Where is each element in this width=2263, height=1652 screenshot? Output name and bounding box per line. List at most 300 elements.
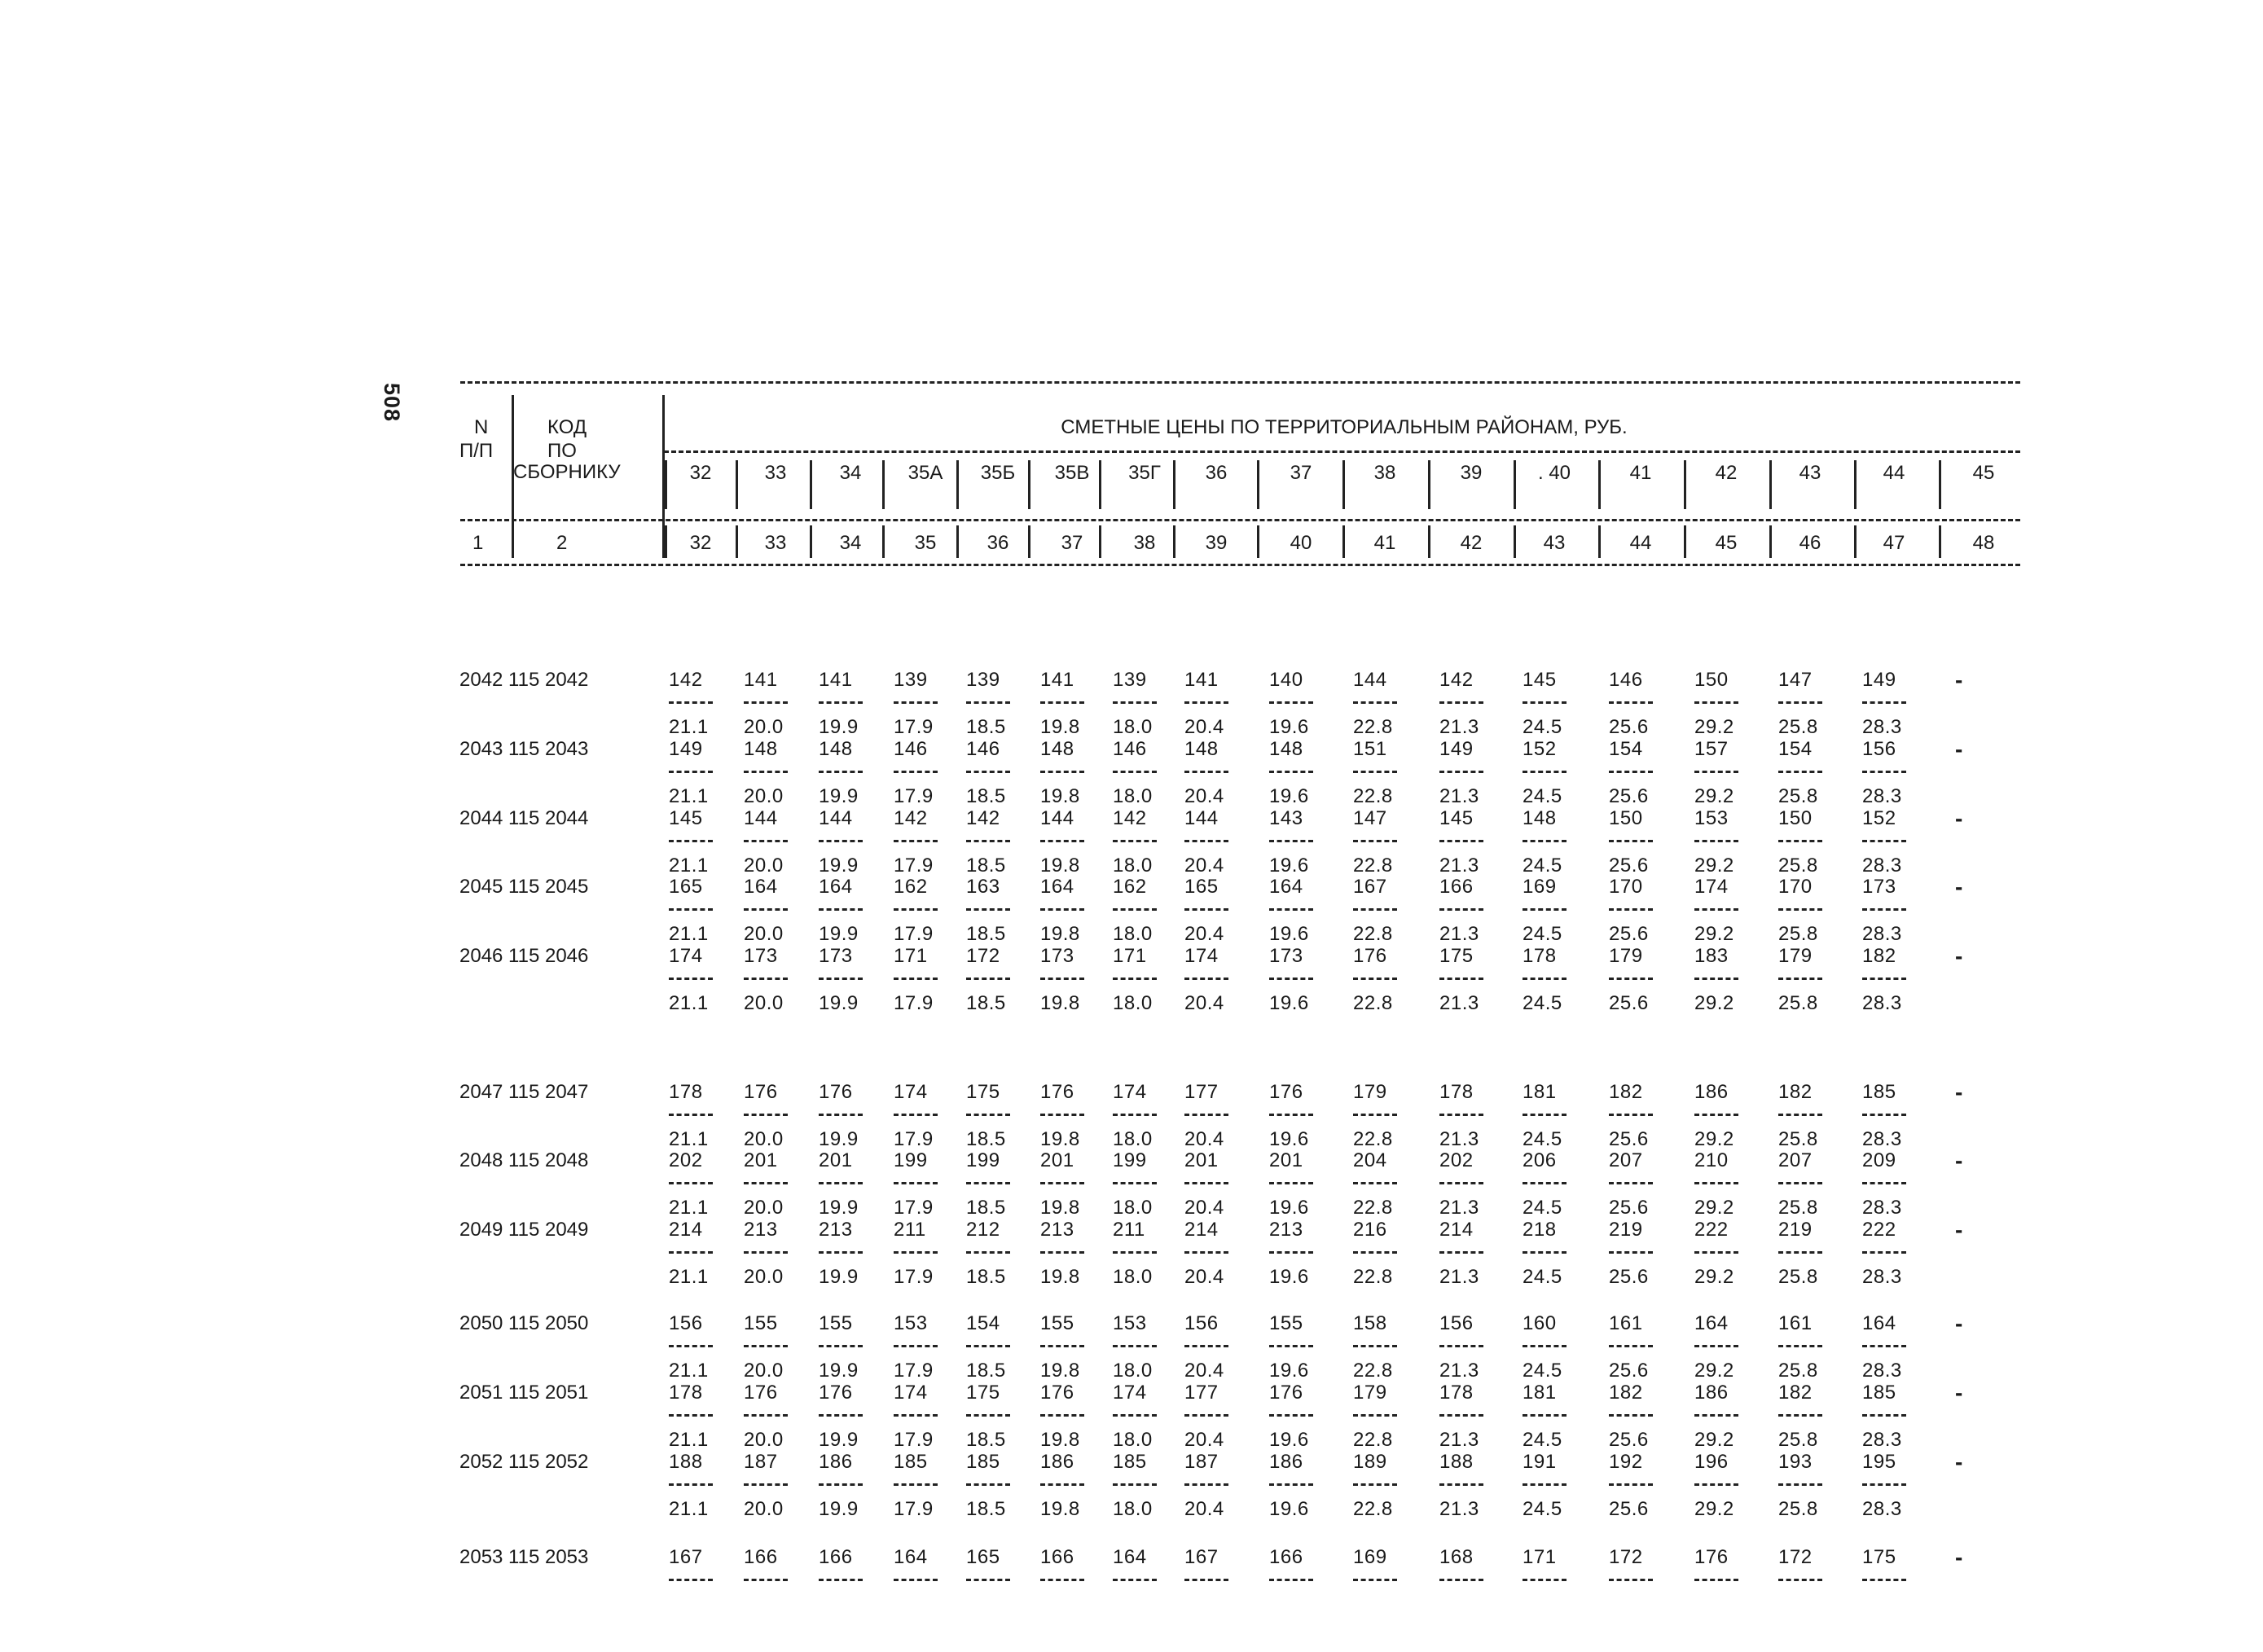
- fraction-bar: [894, 1251, 938, 1254]
- price-value: 178: [1523, 945, 1557, 967]
- price-value: 174: [1184, 945, 1219, 967]
- price-value: 163: [966, 876, 1000, 898]
- coefficient-value: 24.5: [1523, 1360, 1562, 1382]
- column-number: 32: [689, 532, 712, 554]
- price-value: 196: [1694, 1451, 1729, 1473]
- price-value: 158: [1353, 1312, 1387, 1334]
- coefficient-value: 24.5: [1523, 785, 1562, 807]
- row-code: 2047 115 2047: [459, 1081, 589, 1103]
- row-end-dash: -: [1955, 806, 1963, 831]
- coefficient-value: 18.5: [966, 1498, 1006, 1520]
- fraction-bar: [1353, 978, 1397, 980]
- header-bottom-rule: [460, 564, 2020, 566]
- table-title: СМЕТНЫЕ ЦЕНЫ ПО ТЕРРИТОРИАЛЬНЫМ РАЙОНАМ, РУБ.: [1061, 416, 1628, 438]
- price-value: 202: [669, 1149, 703, 1171]
- fraction-bar: [669, 1114, 713, 1116]
- fraction-bar: [1269, 701, 1313, 704]
- price-value: 195: [1862, 1451, 1896, 1473]
- price-value: 165: [1184, 876, 1219, 898]
- coefficient-value: 25.6: [1609, 1128, 1649, 1150]
- coefficient-value: 18.0: [1113, 1360, 1153, 1382]
- district-header: 42: [1715, 462, 1738, 484]
- header-col-code2: ПО: [547, 440, 577, 462]
- coefficient-value: 18.5: [966, 1266, 1006, 1288]
- price-value: 150: [1778, 807, 1813, 829]
- coefficient-value: 17.9: [894, 923, 934, 945]
- price-value: 214: [1184, 1219, 1219, 1241]
- coefficient-value: 20.0: [744, 1360, 784, 1382]
- price-value: 176: [1269, 1382, 1303, 1404]
- fraction-bar: [744, 1414, 788, 1417]
- price-value: 145: [1439, 807, 1474, 829]
- fraction-bar: [1184, 978, 1228, 980]
- price-value: 176: [1040, 1382, 1074, 1404]
- price-value: 207: [1778, 1149, 1813, 1171]
- price-value: 164: [1113, 1546, 1147, 1568]
- coefficient-value: 25.8: [1778, 1128, 1818, 1150]
- fraction-bar: [1439, 1345, 1483, 1347]
- coefficient-value: 20.4: [1184, 1266, 1224, 1288]
- coefficient-value: 28.3: [1862, 855, 1902, 877]
- header-separator: [1428, 460, 1430, 509]
- price-value: 175: [966, 1081, 1000, 1103]
- fraction-bar: [1862, 771, 1906, 773]
- district-header: 32: [689, 462, 712, 484]
- column-number: 38: [1133, 532, 1156, 554]
- column-number: 34: [839, 532, 862, 554]
- price-value: 155: [819, 1312, 853, 1334]
- fraction-bar: [669, 1414, 713, 1417]
- fraction-bar: [1353, 1579, 1397, 1581]
- coefficient-value: 22.8: [1353, 1498, 1393, 1520]
- price-value: 141: [1184, 669, 1219, 691]
- row-end-dash: -: [1955, 943, 1963, 969]
- district-header: . 40: [1537, 462, 1571, 484]
- coefficient-value: 18.5: [966, 923, 1006, 945]
- fraction-bar: [1862, 908, 1906, 911]
- district-header: 35В: [1054, 462, 1090, 484]
- price-value: 218: [1523, 1219, 1557, 1241]
- coefficient-value: 17.9: [894, 1498, 934, 1520]
- fraction-bar: [1778, 840, 1822, 842]
- header-separator: [1028, 460, 1030, 509]
- price-value: 153: [894, 1312, 928, 1334]
- price-value: 179: [1353, 1382, 1387, 1404]
- coefficient-value: 20.4: [1184, 1429, 1224, 1451]
- coefficient-value: 18.5: [966, 855, 1006, 877]
- price-value: 179: [1609, 945, 1643, 967]
- fraction-bar: [1778, 701, 1822, 704]
- price-value: 148: [1523, 807, 1557, 829]
- price-value: 179: [1353, 1081, 1387, 1103]
- fraction-bar: [1694, 1483, 1738, 1486]
- fraction-bar: [1353, 1251, 1397, 1254]
- fraction-bar: [1269, 1182, 1313, 1184]
- coefficient-value: 19.6: [1269, 1128, 1309, 1150]
- coefficient-value: 25.6: [1609, 785, 1649, 807]
- coefficient-value: 21.3: [1439, 785, 1479, 807]
- price-value: 145: [1523, 669, 1557, 691]
- fraction-bar: [1184, 1182, 1228, 1184]
- price-value: 186: [819, 1451, 853, 1473]
- price-value: 173: [1269, 945, 1303, 967]
- coefficient-value: 21.1: [669, 1197, 709, 1219]
- fraction-bar: [966, 908, 1010, 911]
- coefficient-value: 25.6: [1609, 716, 1649, 738]
- coefficient-value: 28.3: [1862, 1498, 1902, 1520]
- fraction-bar: [1269, 1414, 1313, 1417]
- coefficient-value: 20.0: [744, 1128, 784, 1150]
- header-mid-rule: [460, 519, 2020, 521]
- coefficient-value: 29.2: [1694, 1429, 1734, 1451]
- fraction-bar: [1113, 771, 1157, 773]
- header-separator: [1939, 525, 1941, 558]
- fraction-bar: [1523, 1182, 1567, 1184]
- coefficient-value: 20.0: [744, 785, 784, 807]
- price-value: 178: [669, 1081, 703, 1103]
- coefficient-value: 25.6: [1609, 1498, 1649, 1520]
- price-value: 171: [1113, 945, 1147, 967]
- fraction-bar: [894, 908, 938, 911]
- coefficient-value: 19.6: [1269, 785, 1309, 807]
- fraction-bar: [819, 1483, 863, 1486]
- price-value: 173: [744, 945, 778, 967]
- price-value: 145: [669, 807, 703, 829]
- price-value: 143: [1269, 807, 1303, 829]
- fraction-bar: [1609, 840, 1653, 842]
- price-value: 188: [1439, 1451, 1474, 1473]
- fraction-bar: [966, 701, 1010, 704]
- fraction-bar: [1778, 1414, 1822, 1417]
- fraction-bar: [819, 1414, 863, 1417]
- fraction-bar: [966, 1483, 1010, 1486]
- header-sub-rule: [664, 450, 2020, 453]
- price-value: 160: [1523, 1312, 1557, 1334]
- coefficient-value: 20.0: [744, 855, 784, 877]
- coefficient-value: 22.8: [1353, 1429, 1393, 1451]
- coefficient-value: 19.8: [1040, 1498, 1080, 1520]
- coefficient-value: 19.6: [1269, 716, 1309, 738]
- price-value: 211: [1113, 1219, 1145, 1241]
- fraction-bar: [1778, 908, 1822, 911]
- coefficient-value: 28.3: [1862, 1266, 1902, 1288]
- fraction-bar: [1184, 701, 1228, 704]
- fraction-bar: [1184, 908, 1228, 911]
- header-separator: [665, 525, 667, 558]
- coefficient-value: 18.0: [1113, 923, 1153, 945]
- coefficient-value: 21.1: [669, 1128, 709, 1150]
- fraction-bar: [966, 978, 1010, 980]
- price-value: 147: [1778, 669, 1813, 691]
- coefficient-value: 22.8: [1353, 785, 1393, 807]
- price-value: 207: [1609, 1149, 1643, 1171]
- price-value: 188: [669, 1451, 703, 1473]
- price-value: 174: [1113, 1382, 1147, 1404]
- header-separator: [1514, 460, 1516, 509]
- header-separator: [882, 525, 885, 558]
- price-value: 189: [1353, 1451, 1387, 1473]
- column-number: 37: [1061, 532, 1083, 554]
- coefficient-value: 21.1: [669, 716, 709, 738]
- price-value: 150: [1609, 807, 1643, 829]
- coefficient-value: 25.8: [1778, 1429, 1818, 1451]
- fraction-bar: [1523, 1114, 1567, 1116]
- fraction-bar: [1040, 840, 1084, 842]
- fraction-bar: [1439, 701, 1483, 704]
- price-value: 201: [1184, 1149, 1219, 1171]
- fraction-bar: [1269, 771, 1313, 773]
- coefficient-value: 19.9: [819, 1266, 859, 1288]
- coefficient-value: 28.3: [1862, 716, 1902, 738]
- price-value: 162: [894, 876, 928, 898]
- price-value: 178: [1439, 1382, 1474, 1404]
- fraction-bar: [744, 908, 788, 911]
- fraction-bar: [1113, 908, 1157, 911]
- fraction-bar: [1523, 1414, 1567, 1417]
- price-value: 148: [1040, 738, 1074, 760]
- coefficient-value: 19.8: [1040, 923, 1080, 945]
- price-value: 169: [1353, 1546, 1387, 1568]
- coefficient-value: 19.8: [1040, 1128, 1080, 1150]
- price-value: 165: [966, 1546, 1000, 1568]
- price-value: 186: [1694, 1382, 1729, 1404]
- fraction-bar: [1184, 771, 1228, 773]
- fraction-bar: [1353, 840, 1397, 842]
- coefficient-value: 18.0: [1113, 1197, 1153, 1219]
- coefficient-value: 18.5: [966, 1128, 1006, 1150]
- price-value: 142: [894, 807, 928, 829]
- coefficient-value: 21.1: [669, 992, 709, 1014]
- price-value: 170: [1778, 876, 1813, 898]
- coefficient-value: 24.5: [1523, 1498, 1562, 1520]
- fraction-bar: [1694, 1414, 1738, 1417]
- fraction-bar: [966, 1414, 1010, 1417]
- header-separator: [1514, 525, 1516, 558]
- price-value: 174: [894, 1382, 928, 1404]
- price-value: 214: [669, 1219, 703, 1241]
- row-code: 2048 115 2048: [459, 1149, 589, 1171]
- coefficient-value: 17.9: [894, 855, 934, 877]
- fraction-bar: [1269, 1114, 1313, 1116]
- header-separator: [1028, 525, 1030, 558]
- fraction-bar: [1269, 1345, 1313, 1347]
- fraction-bar: [744, 1182, 788, 1184]
- coefficient-value: 24.5: [1523, 1197, 1562, 1219]
- fraction-bar: [1862, 701, 1906, 704]
- price-value: 156: [1862, 738, 1896, 760]
- price-value: 162: [1113, 876, 1147, 898]
- header-separator: [810, 460, 812, 509]
- coefficient-value: 19.6: [1269, 1197, 1309, 1219]
- coefficient-value: 19.6: [1269, 992, 1309, 1014]
- header-separator: [956, 525, 959, 558]
- price-value: 185: [1862, 1382, 1896, 1404]
- price-value: 213: [819, 1219, 853, 1241]
- fraction-bar: [1778, 771, 1822, 773]
- coefficient-value: 21.3: [1439, 855, 1479, 877]
- district-header: 45: [1972, 462, 1995, 484]
- coefficient-value: 19.8: [1040, 785, 1080, 807]
- coefficient-value: 25.6: [1609, 1360, 1649, 1382]
- district-header: 44: [1883, 462, 1905, 484]
- header-separator: [1598, 525, 1601, 558]
- fraction-bar: [819, 908, 863, 911]
- fraction-bar: [744, 1345, 788, 1347]
- fraction-bar: [1040, 978, 1084, 980]
- price-value: 171: [894, 945, 928, 967]
- price-value: 201: [1269, 1149, 1303, 1171]
- price-value: 144: [1040, 807, 1074, 829]
- coefficient-value: 17.9: [894, 1429, 934, 1451]
- price-value: 166: [819, 1546, 853, 1568]
- coefficient-value: 19.6: [1269, 923, 1309, 945]
- fraction-bar: [1184, 1414, 1228, 1417]
- fraction-bar: [1113, 701, 1157, 704]
- price-value: 175: [1862, 1546, 1896, 1568]
- price-value: 164: [744, 876, 778, 898]
- coefficient-value: 25.6: [1609, 923, 1649, 945]
- price-value: 139: [894, 669, 928, 691]
- fraction-bar: [1609, 1251, 1653, 1254]
- price-value: 153: [1694, 807, 1729, 829]
- price-value: 144: [1353, 669, 1387, 691]
- fraction-bar: [1113, 1114, 1157, 1116]
- coefficient-value: 25.8: [1778, 923, 1818, 945]
- coefficient-value: 20.4: [1184, 992, 1224, 1014]
- fraction-bar: [669, 1182, 713, 1184]
- fraction-bar: [669, 771, 713, 773]
- price-value: 172: [1778, 1546, 1813, 1568]
- coefficient-value: 20.0: [744, 992, 784, 1014]
- price-value: 178: [1439, 1081, 1474, 1103]
- price-value: 164: [894, 1546, 928, 1568]
- fraction-bar: [1609, 1182, 1653, 1184]
- coefficient-value: 25.8: [1778, 1266, 1818, 1288]
- coefficient-value: 18.5: [966, 1197, 1006, 1219]
- fraction-bar: [1353, 908, 1397, 911]
- coefficient-value: 29.2: [1694, 855, 1734, 877]
- fraction-bar: [1609, 908, 1653, 911]
- coefficient-value: 20.4: [1184, 1498, 1224, 1520]
- coefficient-value: 21.1: [669, 923, 709, 945]
- coefficient-value: 17.9: [894, 785, 934, 807]
- price-value: 186: [1269, 1451, 1303, 1473]
- column-number: 43: [1543, 532, 1566, 554]
- fraction-bar: [819, 1251, 863, 1254]
- price-value: 187: [1184, 1451, 1219, 1473]
- coefficient-value: 18.5: [966, 785, 1006, 807]
- column-number: 41: [1373, 532, 1396, 554]
- price-value: 156: [669, 1312, 703, 1334]
- price-value: 164: [819, 876, 853, 898]
- coefficient-value: 17.9: [894, 1266, 934, 1288]
- fraction-bar: [1862, 978, 1906, 980]
- coefficient-value: 24.5: [1523, 1128, 1562, 1150]
- price-value: 141: [819, 669, 853, 691]
- fraction-bar: [1439, 1414, 1483, 1417]
- coefficient-value: 18.0: [1113, 1429, 1153, 1451]
- fraction-bar: [1184, 1483, 1228, 1486]
- fraction-bar: [1609, 1345, 1653, 1347]
- coefficient-value: 18.0: [1113, 855, 1153, 877]
- coefficient-value: 22.8: [1353, 923, 1393, 945]
- fraction-bar: [1778, 1579, 1822, 1581]
- price-value: 139: [966, 669, 1000, 691]
- fraction-bar: [1439, 1579, 1483, 1581]
- fraction-bar: [819, 1345, 863, 1347]
- coefficient-value: 28.3: [1862, 923, 1902, 945]
- coefficient-value: 20.4: [1184, 923, 1224, 945]
- price-value: 182: [1862, 945, 1896, 967]
- coefficient-value: 18.0: [1113, 716, 1153, 738]
- coefficient-value: 19.6: [1269, 855, 1309, 877]
- price-value: 186: [1040, 1451, 1074, 1473]
- fraction-bar: [669, 1579, 713, 1581]
- price-value: 213: [1040, 1219, 1074, 1241]
- price-value: 173: [819, 945, 853, 967]
- column-number: 42: [1460, 532, 1483, 554]
- coefficient-value: 21.3: [1439, 992, 1479, 1014]
- column-number: 48: [1972, 532, 1995, 554]
- fraction-bar: [1778, 978, 1822, 980]
- price-value: 222: [1694, 1219, 1729, 1241]
- district-header: 38: [1373, 462, 1396, 484]
- price-value: 212: [966, 1219, 1000, 1241]
- row-code: 2053 115 2053: [459, 1546, 589, 1568]
- coefficient-value: 22.8: [1353, 1266, 1393, 1288]
- header-separator: [1684, 525, 1686, 558]
- price-value: 222: [1862, 1219, 1896, 1241]
- column-number: 36: [986, 532, 1009, 554]
- fraction-bar: [894, 978, 938, 980]
- fraction-bar: [1040, 1251, 1084, 1254]
- fraction-bar: [1778, 1114, 1822, 1116]
- coefficient-value: 20.4: [1184, 855, 1224, 877]
- price-value: 174: [1694, 876, 1729, 898]
- fraction-bar: [1184, 1579, 1228, 1581]
- fraction-bar: [1523, 1251, 1567, 1254]
- price-value: 154: [1778, 738, 1813, 760]
- fraction-bar: [1609, 1483, 1653, 1486]
- price-value: 201: [1040, 1149, 1074, 1171]
- fraction-bar: [1040, 1414, 1084, 1417]
- coefficient-value: 29.2: [1694, 1128, 1734, 1150]
- row-code: 2043 115 2043: [459, 738, 589, 760]
- coefficient-value: 19.8: [1040, 1266, 1080, 1288]
- coefficient-value: 29.2: [1694, 1197, 1734, 1219]
- price-value: 146: [966, 738, 1000, 760]
- fraction-bar: [1523, 1483, 1567, 1486]
- fraction-bar: [894, 1579, 938, 1581]
- row-code: 2049 115 2049: [459, 1219, 589, 1241]
- price-value: 157: [1694, 738, 1729, 760]
- fraction-bar: [1353, 771, 1397, 773]
- coefficient-value: 25.6: [1609, 855, 1649, 877]
- price-value: 164: [1862, 1312, 1896, 1334]
- fraction-bar: [819, 771, 863, 773]
- fraction-bar: [1694, 840, 1738, 842]
- coefficient-value: 21.3: [1439, 1197, 1479, 1219]
- fraction-bar: [1269, 1483, 1313, 1486]
- price-value: 152: [1523, 738, 1557, 760]
- fraction-bar: [1439, 908, 1483, 911]
- coefficient-value: 19.6: [1269, 1360, 1309, 1382]
- header-separator: [1173, 525, 1175, 558]
- price-value: 155: [1040, 1312, 1074, 1334]
- fraction-bar: [819, 1114, 863, 1116]
- district-header: 35Г: [1128, 462, 1161, 484]
- price-value: 154: [1609, 738, 1643, 760]
